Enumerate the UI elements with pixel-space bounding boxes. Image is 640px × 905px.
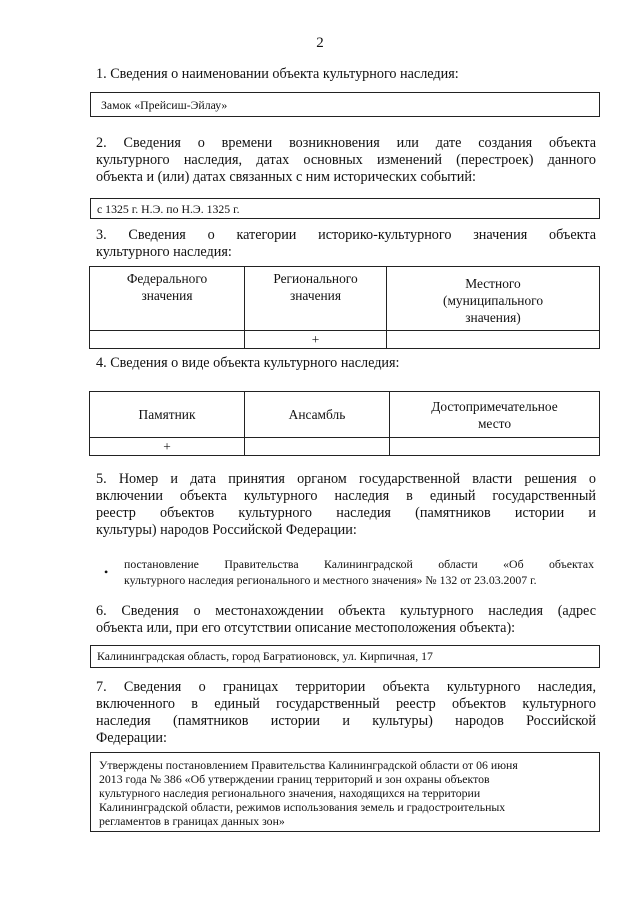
federal-header: [90, 267, 245, 331]
boundaries-line: культурного наследия регионального значения, находящихся на территории: [99, 786, 481, 800]
decree-item: [124, 556, 594, 588]
table-row: [90, 331, 600, 349]
monument-mark: +: [90, 438, 245, 456]
boundaries-line: 2013 года № 386 «Об утверждении границ территорий и зон охраны объектов: [99, 772, 490, 786]
local-mark: [387, 331, 600, 349]
table-row: [90, 438, 600, 456]
bullet-icon: •: [104, 565, 109, 579]
page-number: 2: [316, 35, 324, 51]
section-5-line: реестр объектов культурного наследия (памятников истории и: [96, 505, 596, 521]
section-6-heading: [96, 603, 596, 637]
section-3-line: 3. Сведения о категории историко-культурного значения объекта: [96, 227, 596, 243]
header-line: Достопримечательное: [431, 398, 558, 414]
section-7-line: включенного в единый государственный реестр объектов культурного: [96, 696, 596, 712]
regional-mark: +: [245, 331, 387, 349]
section-2-heading: [96, 135, 596, 186]
section-7-line: Федерации:: [96, 730, 167, 746]
section-5-line: 5. Номер и дата принятия органом государственной власти решения о: [96, 471, 596, 487]
decree-line: постановление Правительства Калининградской области «Об объектах: [124, 557, 594, 571]
ensemble-header: Ансамбль: [245, 392, 390, 438]
header-line: значения: [289, 288, 342, 303]
boundaries-line: регламентов в границах данных зон»: [99, 814, 285, 828]
table-row: [90, 392, 600, 438]
section-7-heading: [96, 679, 596, 747]
section-7-line: 7. Сведения о границах территории объекта культурного наследия,: [96, 679, 596, 695]
federal-mark: [90, 331, 245, 349]
header-line: Местного: [465, 275, 521, 291]
section-1-heading: 1. Сведения о наименовании объекта культурного наследия:: [96, 66, 459, 82]
section-6-line: 6. Сведения о местонахождении объекта культурного наследия (адрес: [96, 603, 596, 619]
decree-line: культурного наследия регионального и местного значения» № 132 от 23.03.2007 г.: [124, 573, 537, 587]
category-table: [89, 266, 600, 349]
local-header: [387, 267, 600, 331]
header-line: Регионального: [273, 271, 358, 286]
section-4-heading: 4. Сведения о виде объекта культурного наследия:: [96, 355, 400, 371]
type-table: [89, 391, 600, 456]
section-5-heading: [96, 471, 596, 539]
section-2-line: 2. Сведения о времени возникновения или дате создания объекта: [96, 135, 596, 151]
boundaries-box: [90, 752, 600, 832]
object-name-box: [90, 92, 600, 117]
section-7-line: наследия (памятников истории и культуры) народов Российской: [96, 713, 596, 729]
section-2-line: культурного наследия, датах основных изменений (перестроек) данного: [96, 152, 596, 168]
creation-date-box: [90, 198, 600, 219]
header-line: место: [477, 415, 512, 431]
ensemble-mark: [245, 438, 390, 456]
address-box: [90, 645, 600, 668]
monument-header: Памятник: [90, 392, 245, 438]
section-3-heading: [96, 227, 596, 261]
landmark-header: [390, 392, 600, 438]
section-5-line: включении объекта культурного наследия в единый государственный: [96, 488, 596, 504]
header-line: значения): [465, 309, 521, 325]
boundaries-line: Калининградской области, режимов использования земель и градостроительных: [99, 800, 506, 814]
landmark-mark: [390, 438, 600, 456]
boundaries-line: Утверждены постановлением Правительства Калининградской области от 06 июня: [99, 758, 518, 772]
section-3-line: культурного наследия:: [96, 244, 232, 260]
section-5-line: культуры) народов Российской Федерации:: [96, 522, 357, 538]
creation-date-value: с 1325 г. Н.Э. по Н.Э. 1325 г.: [97, 202, 240, 216]
address-value: Калининградская область, город Багратионовск, ул. Кирпичная, 17: [97, 649, 433, 663]
section-6-line: объекта или, при его отсутствии описание местоположения объекта):: [96, 620, 516, 636]
object-name-value: Замок «Прейсиш-Эйлау»: [101, 98, 228, 112]
table-row: [90, 267, 600, 331]
header-line: Федерального: [126, 271, 208, 286]
header-line: значения: [141, 288, 193, 303]
regional-header: [245, 267, 387, 331]
header-line: (муниципального: [442, 292, 544, 308]
section-2-line: объекта и (или) датах связанных с ним исторических событий:: [96, 169, 476, 185]
